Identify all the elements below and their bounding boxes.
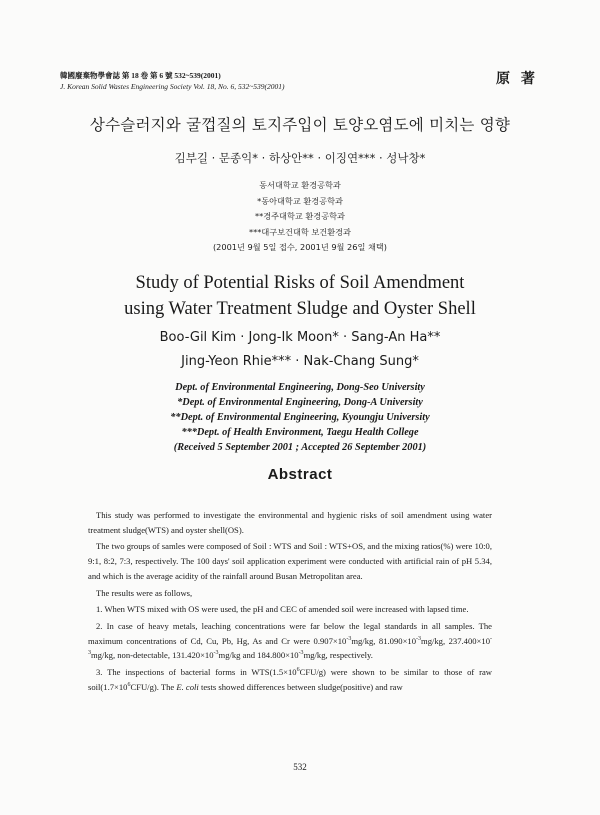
english-affiliation: *Dept. of Environmental Engineering, Dong-A University — [177, 397, 423, 408]
exponent: -3 — [416, 635, 422, 642]
korean-affiliation: **경주대학교 환경공학과 — [255, 211, 345, 222]
abstract-paragraph: 1. When WTS mixed with OS were used, the pH and CEC of amended soil were increased with lapsed time. — [96, 604, 469, 615]
abstract-paragraph: This study was performed to investigate the environmental and hygienic risks of soil amendment using water treatment sludge(WTS) and oyster shell(OS). — [88, 510, 492, 535]
english-received-dates: (Received 5 September 2001 ; Accepted 26 September 2001) — [173, 442, 427, 453]
korean-affiliation: *동아대학교 환경공학과 — [257, 195, 343, 206]
abstract-text: 2. In case of heavy metals, leaching concentrations were far below the legal standards in all samples. The maximum concentrations of Cd, Cu, Pb, Hg, As and Cr were 0.907×10 — [88, 620, 492, 646]
exponent: -3 — [88, 635, 492, 657]
english-authors — [0, 326, 600, 374]
abstract-paragraph — [88, 665, 492, 694]
english-title — [0, 270, 600, 322]
abstract-text: CFU/g). The — [130, 681, 177, 692]
abstract-text: mg/kg, non-detectable, 131.420×10 — [91, 650, 214, 661]
english-authors-line: Jing-Yeon Rhie*** · Nak-Chang Sung* — [181, 354, 419, 369]
english-affiliation: **Dept. of Environmental Engineering, Kyoungju University — [170, 412, 430, 423]
article-type-tag: 原 著 — [496, 71, 538, 87]
exponent: -3 — [298, 650, 304, 657]
abstract-text: mg/kg and 184.800×10 — [218, 650, 299, 661]
korean-title: 상수슬러지와 굴껍질의 토지주입이 토양오염도에 미치는 영향 — [89, 116, 511, 134]
exponent: 6 — [296, 667, 300, 674]
english-affiliations — [0, 380, 600, 455]
abstract-text: mg/kg, 81.090×10 — [351, 635, 417, 646]
abstract-text: tests showed differences between sludge(positive) and raw — [198, 681, 403, 692]
korean-authors: 김부길 · 문종익* · 하상안** · 이징연*** · 성낙창* — [174, 151, 426, 165]
abstract-text: mg/kg, respectively. — [303, 650, 373, 661]
journal-header — [60, 70, 285, 92]
abstract-text: mg/kg, 237.400×10 — [421, 635, 490, 646]
english-authors-line: Boo-Gil Kim · Jong-Ik Moon* · Sang-An Ha** — [159, 330, 441, 345]
abstract-body — [88, 508, 492, 694]
english-title-line: using Water Treatment Sludge and Oyster Shell — [124, 299, 476, 319]
exponent: -3 — [346, 635, 352, 642]
korean-received-dates: (2001년 9월 5일 접수, 2001년 9월 26일 채택) — [212, 242, 388, 253]
journal-citation-english: J. Korean Solid Wastes Engineering Society Vol. 18, No. 6, 532~539(2001) — [60, 82, 285, 91]
page-number: 532 — [293, 762, 307, 772]
english-affiliation: Dept. of Environmental Engineering, Dong-Seo University — [175, 382, 425, 393]
english-title-line: Study of Potential Risks of Soil Amendment — [135, 273, 465, 293]
english-affiliation: ***Dept. of Health Environment, Taegu Health College — [181, 427, 419, 438]
abstract-paragraph: The results were as follows, — [96, 587, 193, 598]
abstract-heading: Abstract — [267, 466, 333, 483]
abstract-text: 3. The inspections of bacterial forms in WTS(1.5×10 — [96, 667, 297, 678]
korean-affiliations — [0, 178, 600, 256]
korean-affiliation: ***대구보건대학 보건환경과 — [249, 226, 351, 237]
abstract-paragraph: The two groups of samles were composed of Soil : WTS and Soil : WTS+OS, and the mixing ratios(%) were 10:0, 9:1, 8:2, 7:3, respectively. The 100 days' soil application experiment were conducted with artificial rain of pH 5.34, and which is the average acidity of the rainfall around Busan Metropolitan area. — [88, 541, 492, 581]
journal-citation-korean: 韓國廢棄物學會誌 第 18 卷 第 6 號 532~539(2001) — [60, 71, 221, 80]
korean-affiliation: 동서대학교 환경공학과 — [259, 180, 341, 190]
abstract-text: CFU/g) were shown to be similar to those of raw soil(1.7×10 — [88, 667, 492, 692]
exponent: 6 — [127, 681, 131, 688]
exponent: -3 — [213, 650, 219, 657]
abstract-paragraph — [88, 619, 492, 663]
species-name: E. coli — [176, 681, 199, 692]
